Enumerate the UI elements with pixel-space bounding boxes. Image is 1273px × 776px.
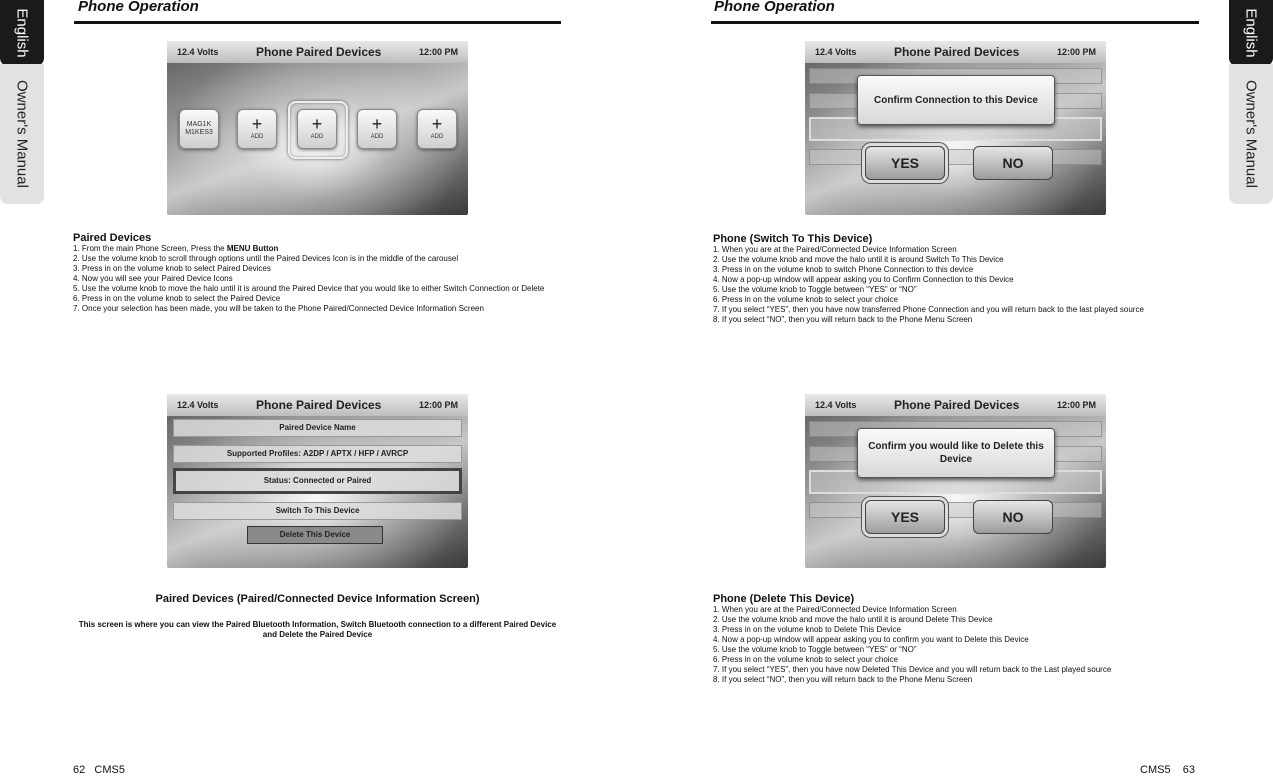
volts-readout: 12.4 Volts — [177, 47, 219, 57]
manual-tab-label: Owner's Manual — [13, 80, 31, 188]
screen-topbar — [805, 394, 1106, 416]
step-item: 6. Press in on the volume knob to select the Paired Device — [73, 294, 281, 303]
volts-readout: 12.4 Volts — [177, 400, 219, 410]
yes-button[interactable]: YES — [865, 146, 945, 180]
add-label: ADD — [310, 134, 324, 140]
language-tab-left — [0, 0, 44, 66]
delete-steps — [713, 605, 1203, 685]
clock-readout: 12:00 PM — [1056, 400, 1096, 410]
step-item: 4. Now a pop-up window will appear asking you to confirm you want to Delete this Device — [713, 635, 1029, 644]
step-item: 8. If you select “NO”, then you will return back to the Phone Menu Screen — [713, 675, 973, 684]
clock-readout: 12:00 PM — [418, 47, 458, 57]
step-item: 8. If you select “NO”, then you will return back to the Phone Menu Screen — [713, 315, 973, 324]
yes-button[interactable]: YES — [865, 500, 945, 534]
product-name: CMS5 — [1140, 764, 1171, 776]
clock-readout: 12:00 PM — [418, 400, 458, 410]
page-number: 63 — [1182, 764, 1196, 776]
confirm-dialog: Confirm you would like to Delete this Device — [857, 428, 1055, 478]
screen-topbar — [167, 394, 468, 416]
step-item: 6. Press in on the volume knob to select your choice — [713, 295, 898, 304]
screen-device-information — [167, 394, 468, 568]
language-tab-label: English — [13, 8, 31, 58]
no-button[interactable]: NO — [973, 500, 1053, 534]
step-item: 2. Use the volume knob and move the halo until it is around Delete This Device — [713, 615, 993, 624]
paired-devices-steps — [73, 244, 558, 314]
step-item: 5. Use the volume knob to Toggle between “YES” or “NO” — [713, 645, 917, 654]
manual-tab-right — [1229, 64, 1273, 204]
add-device-icon[interactable] — [417, 109, 457, 149]
step-item: 1. When you are at the Paired/Connected Device Information Screen — [713, 605, 957, 614]
manual-tab-label: Owner's Manual — [1242, 80, 1260, 188]
step-item: 5. Use the volume knob to Toggle between “YES” or “NO” — [713, 285, 917, 294]
step-item: 7. If you select “YES”, then you have now Deleted This Device and you will return back to the Last played source — [713, 665, 1112, 674]
step-item: 6. Press in on the volume knob to select your choice — [713, 655, 898, 664]
add-label: ADD — [250, 134, 264, 140]
screen-description: This screen is where you can view the Paired Bluetooth Information, Switch Bluetooth connection to a different Paired Device and Delete the Paired Device — [78, 620, 557, 639]
add-label: ADD — [370, 134, 384, 140]
supported-profiles-row: Supported Profiles: A2DP / APTX / HFP / AVRCP — [173, 445, 462, 463]
screen-title: Phone Paired Devices — [255, 45, 382, 59]
step-item: 7. Once your selection has been made, you will be taken to the Phone Paired/Connected Device Information Screen — [73, 304, 484, 313]
step-item: 3. Press in on the volume knob to select Paired Devices — [73, 264, 271, 273]
background-row — [809, 149, 1102, 165]
language-tab-label: English — [1242, 8, 1260, 58]
language-tab-right — [1229, 0, 1273, 66]
plus-icon: + — [371, 114, 383, 134]
add-device-icon[interactable] — [297, 109, 337, 149]
background-row — [809, 502, 1102, 518]
screen-caption: Paired Devices (Paired/Connected Device Information Screen) — [155, 593, 480, 605]
status-row: Status: Connected or Paired — [173, 468, 462, 494]
clock-readout: 12:00 PM — [1056, 47, 1096, 57]
add-label: ADD — [430, 134, 444, 140]
page-number: 62 — [73, 764, 86, 776]
confirm-dialog: Confirm Connection to this Device — [857, 75, 1055, 125]
section-title: Phone (Switch To This Device) — [713, 233, 873, 245]
step-item: 7. If you select “YES”, then you have now transferred Phone Connection and you will return back to the last played source — [713, 305, 1144, 314]
step-item: 1. From the main Phone Screen, Press the MENU Button — [73, 244, 279, 253]
header-rule-right — [711, 21, 1199, 24]
page-header-left: Phone Operation — [78, 0, 199, 15]
add-device-icon[interactable] — [237, 109, 277, 149]
switch-device-button[interactable]: Switch To This Device — [173, 502, 462, 520]
section-title: Paired Devices — [73, 232, 152, 244]
step-item: 2. Use the volume knob and move the halo until it is around Switch To This Device — [713, 255, 1004, 264]
device-name: MAG1K M1KES3 — [185, 121, 213, 136]
page-header-right: Phone Operation — [714, 0, 835, 15]
plus-icon: + — [251, 114, 263, 134]
screen-title: Phone Paired Devices — [255, 398, 382, 412]
product-name: CMS5 — [94, 764, 125, 776]
delete-device-button[interactable]: Delete This Device — [247, 526, 383, 544]
plus-icon: + — [311, 114, 323, 134]
screen-topbar — [167, 41, 468, 63]
paired-device-name-row: Paired Device Name — [173, 419, 462, 437]
paired-devices-section — [73, 232, 558, 314]
screen-paired-devices — [167, 41, 468, 215]
paired-device-icon[interactable] — [179, 109, 219, 149]
step-item: 5. Use the volume knob to move the halo until it is around the Paired Device that you would like to either Switch Connection or Delete — [73, 284, 545, 293]
no-button[interactable]: NO — [973, 146, 1053, 180]
manual-tab-left — [0, 64, 44, 204]
page-footer-right — [1140, 764, 1195, 776]
step-item: 3. Press in on the volume knob to switch Phone Connection to this device — [713, 265, 974, 274]
volts-readout: 12.4 Volts — [815, 47, 857, 57]
step-item: 2. Use the volume knob to scroll through options until the Paired Devices Icon is in the middle of the carousel — [73, 254, 459, 263]
screen-confirm-delete — [805, 394, 1106, 568]
step-item: 4. Now a pop-up window will appear asking you to Confirm Connection to this Device — [713, 275, 1014, 284]
screen-title: Phone Paired Devices — [893, 398, 1020, 412]
add-device-icon[interactable] — [357, 109, 397, 149]
volts-readout: 12.4 Volts — [815, 400, 857, 410]
screen-title: Phone Paired Devices — [893, 45, 1020, 59]
step-item: 1. When you are at the Paired/Connected Device Information Screen — [713, 245, 957, 254]
delete-device-section — [713, 593, 1203, 685]
switch-steps — [713, 245, 1203, 325]
header-rule-left — [74, 21, 561, 24]
plus-icon: + — [431, 114, 443, 134]
page-footer-left — [73, 764, 125, 776]
screen-confirm-connection — [805, 41, 1106, 215]
screen-topbar — [805, 41, 1106, 63]
switch-device-section — [713, 233, 1203, 325]
step-item: 4. Now you will see your Paired Device Icons — [73, 274, 233, 283]
section-title: Phone (Delete This Device) — [713, 593, 855, 605]
step-item: 3. Press in on the volume knob to Delete This Device — [713, 625, 901, 634]
